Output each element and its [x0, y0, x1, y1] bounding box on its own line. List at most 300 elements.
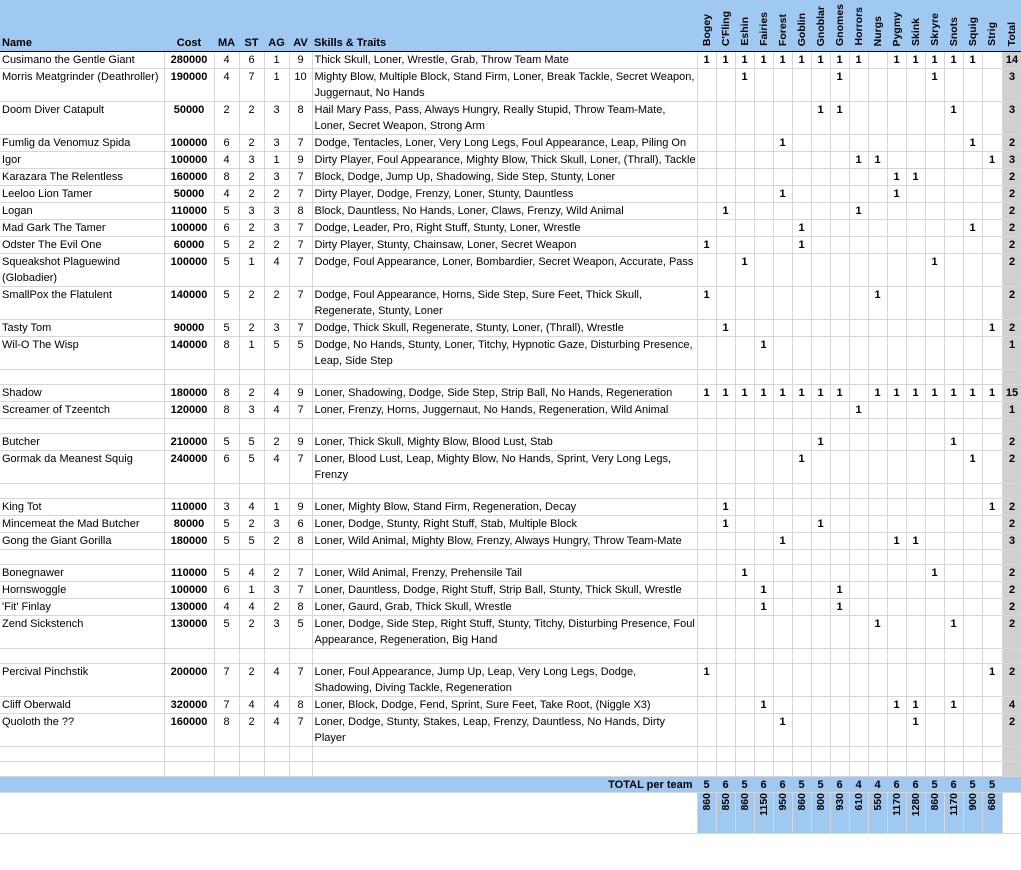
team-cell: 1: [887, 533, 906, 550]
team-cell: [887, 499, 906, 516]
header-team: [944, 0, 963, 52]
player-name: Butcher: [0, 434, 164, 451]
team-cell: [735, 169, 754, 186]
team-cell: 1: [906, 169, 925, 186]
team-cell: [944, 254, 963, 287]
team-cell: [792, 434, 811, 451]
player-skills: Loner, Block, Dodge, Fend, Sprint, Sure Feet, Take Root, (Niggle X3): [312, 697, 697, 714]
team-cell: [716, 533, 735, 550]
team-value-cell: [716, 793, 735, 834]
team-cell: [716, 451, 735, 484]
team-cell: [811, 664, 830, 697]
team-cell: [925, 237, 944, 254]
team-cell: [792, 152, 811, 169]
player-av: 9: [289, 499, 312, 516]
team-cell: 1: [925, 52, 944, 69]
header-row: [0, 0, 1021, 52]
player-ma: 8: [214, 169, 239, 186]
player-ma: 2: [214, 102, 239, 135]
player-total: 2: [1002, 135, 1021, 152]
team-cell: [849, 135, 868, 152]
team-cell: [735, 320, 754, 337]
player-total: 2: [1002, 499, 1021, 516]
team-cell: [906, 337, 925, 370]
team-cell: [830, 616, 849, 649]
team-cell: [963, 186, 982, 203]
team-cell: 1: [830, 385, 849, 402]
team-cell: [868, 499, 887, 516]
team-cell: [963, 714, 982, 747]
team-cell: [849, 237, 868, 254]
team-cell: [830, 254, 849, 287]
team-cell: [906, 582, 925, 599]
player-av: 9: [289, 52, 312, 69]
team-cell: 1: [735, 385, 754, 402]
team-cell: [716, 582, 735, 599]
team-cell: [811, 337, 830, 370]
player-cost: 130000: [164, 599, 214, 616]
team-cell: 1: [754, 385, 773, 402]
header-team-label: Eshin: [738, 17, 751, 46]
team-count: 4: [849, 777, 868, 793]
player-av: 7: [289, 664, 312, 697]
team-cell: [868, 533, 887, 550]
team-cell: [963, 616, 982, 649]
player-st: 1: [239, 254, 264, 287]
player-ag: 4: [264, 385, 289, 402]
team-cell: [811, 254, 830, 287]
team-cell: [906, 203, 925, 220]
header-team: [849, 0, 868, 52]
team-cell: [735, 203, 754, 220]
player-name: King Tot: [0, 499, 164, 516]
team-cell: 1: [697, 287, 716, 320]
team-cell: 1: [773, 52, 792, 69]
team-count: 4: [868, 777, 887, 793]
header-team-label: Gnomes: [833, 3, 846, 46]
team-count: 6: [887, 777, 906, 793]
team-cell: 1: [944, 385, 963, 402]
team-cell: [944, 402, 963, 419]
player-name: Shadow: [0, 385, 164, 402]
team-cell: [716, 220, 735, 237]
player-ma: 5: [214, 516, 239, 533]
team-cell: 1: [716, 499, 735, 516]
team-cell: [849, 287, 868, 320]
team-cell: [830, 203, 849, 220]
player-total: 2: [1002, 451, 1021, 484]
player-st: 2: [239, 220, 264, 237]
team-cell: [735, 451, 754, 484]
team-cell: [944, 599, 963, 616]
team-cell: [792, 664, 811, 697]
team-cell: [735, 287, 754, 320]
team-cell: [868, 599, 887, 616]
player-skills: Dirty Player, Dodge, Frenzy, Loner, Stunty, Dauntless: [312, 186, 697, 203]
player-total: 2: [1002, 516, 1021, 533]
team-cell: 1: [754, 599, 773, 616]
team-cell: [906, 402, 925, 419]
team-cell: [716, 697, 735, 714]
team-cell: [735, 664, 754, 697]
player-cost: 140000: [164, 287, 214, 320]
team-cell: [830, 697, 849, 714]
header-team-label: Strig: [986, 22, 998, 46]
player-ma: 5: [214, 565, 239, 582]
player-skills: Loner, Frenzy, Horns, Juggernaut, No Hands, Regeneration, Wild Animal: [312, 402, 697, 419]
team-cell: [906, 254, 925, 287]
team-cell: [887, 402, 906, 419]
player-ag: 2: [264, 533, 289, 550]
team-cell: [982, 52, 1002, 69]
team-value-cell: [792, 793, 811, 834]
team-cell: [963, 516, 982, 533]
team-cell: 1: [754, 582, 773, 599]
team-cell: 1: [868, 287, 887, 320]
table-row: [0, 287, 1021, 320]
team-cell: [697, 102, 716, 135]
team-cell: 1: [982, 152, 1002, 169]
player-cost: 100000: [164, 135, 214, 152]
team-cell: 1: [982, 320, 1002, 337]
team-cell: [697, 69, 716, 102]
team-cell: [697, 499, 716, 516]
player-st: 2: [239, 714, 264, 747]
player-st: 3: [239, 402, 264, 419]
player-total: 2: [1002, 169, 1021, 186]
team-cell: [697, 533, 716, 550]
player-cost: 280000: [164, 52, 214, 69]
header-av: AV: [289, 0, 312, 52]
team-cell: [925, 220, 944, 237]
player-st: 2: [239, 320, 264, 337]
player-total: 14: [1002, 52, 1021, 69]
spacer-row: [0, 370, 1021, 385]
team-cell: [887, 135, 906, 152]
team-cell: [963, 287, 982, 320]
team-cell: [925, 599, 944, 616]
team-cell: [868, 714, 887, 747]
team-cell: [925, 533, 944, 550]
team-value: 860: [738, 793, 751, 811]
team-value-cell: [754, 793, 773, 834]
player-skills: Loner, Mighty Blow, Stand Firm, Regeneration, Decay: [312, 499, 697, 516]
team-cell: [792, 169, 811, 186]
player-av: 7: [289, 254, 312, 287]
team-value: 610: [852, 793, 865, 811]
player-skills: Dodge, Foul Appearance, Horns, Side Step, Sure Feet, Thick Skull, Regenerate, Stunty, Loner: [312, 287, 697, 320]
player-cost: 180000: [164, 385, 214, 402]
player-skills: Block, Dauntless, No Hands, Loner, Claws, Frenzy, Wild Animal: [312, 203, 697, 220]
team-cell: [773, 237, 792, 254]
player-ma: 8: [214, 714, 239, 747]
team-cell: [735, 516, 754, 533]
team-cell: 1: [830, 582, 849, 599]
team-cell: [792, 582, 811, 599]
team-cell: 1: [735, 565, 754, 582]
team-cell: [792, 533, 811, 550]
team-cell: [887, 582, 906, 599]
team-cell: [792, 320, 811, 337]
team-cell: [982, 714, 1002, 747]
team-cell: [906, 237, 925, 254]
header-name: Name: [0, 0, 164, 52]
player-total: 3: [1002, 102, 1021, 135]
team-cell: [925, 499, 944, 516]
team-cell: [982, 102, 1002, 135]
player-st: 5: [239, 533, 264, 550]
team-cell: [982, 516, 1002, 533]
team-cell: [925, 714, 944, 747]
team-cell: [811, 135, 830, 152]
team-cell: [716, 337, 735, 370]
team-cell: 1: [982, 499, 1002, 516]
team-cell: [925, 102, 944, 135]
team-cell: [716, 186, 735, 203]
team-value-cell: [887, 793, 906, 834]
player-skills: Loner, Dodge, Stunty, Right Stuff, Stab, Multiple Block: [312, 516, 697, 533]
header-team: [982, 0, 1002, 52]
team-cell: [716, 434, 735, 451]
team-cell: [716, 616, 735, 649]
team-cell: [697, 186, 716, 203]
table-row: [0, 533, 1021, 550]
team-cell: [887, 69, 906, 102]
footer-count-row: [0, 777, 1021, 793]
team-value: 850: [719, 793, 732, 811]
table-row: [0, 237, 1021, 254]
team-cell: [982, 434, 1002, 451]
player-total: 3: [1002, 152, 1021, 169]
team-cell: [811, 152, 830, 169]
team-cell: [830, 320, 849, 337]
team-cell: 1: [773, 533, 792, 550]
header-team: [792, 0, 811, 52]
team-cell: [887, 254, 906, 287]
team-cell: [735, 697, 754, 714]
header-team: [830, 0, 849, 52]
team-cell: [773, 565, 792, 582]
team-cell: [716, 402, 735, 419]
team-cell: [944, 320, 963, 337]
player-av: 7: [289, 186, 312, 203]
team-cell: 1: [925, 254, 944, 287]
team-cell: [773, 616, 792, 649]
player-ag: 1: [264, 152, 289, 169]
team-value-cell: [830, 793, 849, 834]
team-cell: 1: [811, 52, 830, 69]
header-team-label: Snots: [947, 16, 960, 46]
team-cell: [697, 434, 716, 451]
table-footer: [0, 777, 1021, 834]
team-cell: [830, 220, 849, 237]
player-total: 2: [1002, 186, 1021, 203]
team-cell: [754, 69, 773, 102]
spacer-row: [0, 419, 1021, 434]
team-cell: 1: [792, 220, 811, 237]
team-cell: [792, 69, 811, 102]
team-count: 5: [697, 777, 716, 793]
player-av: 7: [289, 451, 312, 484]
table-row: [0, 385, 1021, 402]
player-st: 4: [239, 697, 264, 714]
player-st: 2: [239, 169, 264, 186]
team-cell: [754, 533, 773, 550]
player-name: Igor: [0, 152, 164, 169]
player-ma: 5: [214, 434, 239, 451]
team-value-cell: [773, 793, 792, 834]
header-st: ST: [239, 0, 264, 52]
team-cell: [697, 599, 716, 616]
team-cell: [982, 337, 1002, 370]
header-ma: MA: [214, 0, 239, 52]
team-cell: [925, 582, 944, 599]
player-ma: 5: [214, 616, 239, 649]
team-cell: [697, 616, 716, 649]
player-name: Percival Pinchstik: [0, 664, 164, 697]
table-row: [0, 52, 1021, 69]
team-cell: 1: [754, 52, 773, 69]
team-cell: [868, 254, 887, 287]
team-cell: [697, 320, 716, 337]
team-cell: [811, 287, 830, 320]
table-row: [0, 616, 1021, 649]
player-skills: Loner, Gaurd, Grab, Thick Skull, Wrestle: [312, 599, 697, 616]
team-cell: [811, 186, 830, 203]
player-av: 8: [289, 102, 312, 135]
team-cell: [735, 582, 754, 599]
header-team-label: Gnoblar: [814, 5, 827, 46]
team-cell: [697, 565, 716, 582]
team-cell: [906, 451, 925, 484]
player-ag: 4: [264, 451, 289, 484]
team-cell: 1: [773, 714, 792, 747]
team-cell: [697, 451, 716, 484]
team-cell: [925, 664, 944, 697]
team-cell: [925, 287, 944, 320]
team-cell: [811, 533, 830, 550]
table-row: [0, 169, 1021, 186]
player-cost: 90000: [164, 320, 214, 337]
player-ma: 7: [214, 697, 239, 714]
table-row: [0, 664, 1021, 697]
player-skills: Thick Skull, Loner, Wrestle, Grab, Throw Team Mate: [312, 52, 697, 69]
table-row: [0, 565, 1021, 582]
player-ma: 5: [214, 254, 239, 287]
player-cost: 100000: [164, 254, 214, 287]
team-cell: [716, 664, 735, 697]
team-cell: [906, 499, 925, 516]
team-cell: [773, 220, 792, 237]
team-cell: [868, 237, 887, 254]
team-cell: 1: [925, 385, 944, 402]
team-cell: 1: [887, 385, 906, 402]
team-cell: [735, 237, 754, 254]
team-cell: [792, 599, 811, 616]
team-cell: [773, 169, 792, 186]
player-cost: 60000: [164, 237, 214, 254]
team-cell: 1: [697, 237, 716, 254]
team-cell: [830, 402, 849, 419]
team-cell: [849, 516, 868, 533]
player-total: 2: [1002, 664, 1021, 697]
team-cell: [697, 135, 716, 152]
team-cell: [982, 582, 1002, 599]
player-ma: 5: [214, 320, 239, 337]
team-cell: [849, 69, 868, 102]
team-cell: [982, 697, 1002, 714]
team-cell: [963, 169, 982, 186]
player-ma: 6: [214, 135, 239, 152]
player-cost: 210000: [164, 434, 214, 451]
team-cell: [697, 516, 716, 533]
player-skills: Dodge, No Hands, Stunty, Loner, Titchy, Hypnotic Gaze, Disturbing Presence, Leap, Side Step: [312, 337, 697, 370]
team-cell: [716, 599, 735, 616]
team-cell: 1: [887, 52, 906, 69]
team-cell: [830, 337, 849, 370]
team-cell: [773, 254, 792, 287]
team-cell: [754, 714, 773, 747]
team-cell: 1: [792, 385, 811, 402]
team-cell: [963, 499, 982, 516]
header-team: [735, 0, 754, 52]
player-ma: 6: [214, 220, 239, 237]
team-cell: 1: [716, 320, 735, 337]
team-count: 6: [754, 777, 773, 793]
team-cell: 1: [830, 599, 849, 616]
table-row: [0, 697, 1021, 714]
team-cell: [773, 664, 792, 697]
player-total: 4: [1002, 697, 1021, 714]
team-value: 1170: [947, 793, 960, 816]
team-cell: [868, 135, 887, 152]
player-ag: 1: [264, 69, 289, 102]
team-cell: [963, 152, 982, 169]
team-cell: [887, 714, 906, 747]
team-cell: [906, 102, 925, 135]
team-cell: [754, 237, 773, 254]
header-team: [887, 0, 906, 52]
player-ma: 6: [214, 582, 239, 599]
team-cell: [792, 186, 811, 203]
team-value: 1280: [909, 793, 922, 817]
player-ag: 3: [264, 169, 289, 186]
player-st: 1: [239, 337, 264, 370]
player-total: 2: [1002, 220, 1021, 237]
team-cell: [735, 599, 754, 616]
player-st: 2: [239, 516, 264, 533]
player-skills: Loner, Wild Animal, Mighty Blow, Frenzy, Always Hungry, Throw Team-Mate: [312, 533, 697, 550]
player-name: SmallPox the Flatulent: [0, 287, 164, 320]
header-team: [963, 0, 982, 52]
team-cell: [868, 451, 887, 484]
team-cell: 1: [716, 516, 735, 533]
team-cell: [811, 320, 830, 337]
player-skills: Loner, Wild Animal, Frenzy, Prehensile Tail: [312, 565, 697, 582]
player-av: 8: [289, 697, 312, 714]
team-cell: [849, 533, 868, 550]
team-cell: [754, 664, 773, 697]
team-cell: [754, 499, 773, 516]
player-ma: 6: [214, 451, 239, 484]
header-total-label: Total: [1006, 21, 1018, 46]
team-value-cell: [868, 793, 887, 834]
table-row: [0, 599, 1021, 616]
team-cell: [944, 451, 963, 484]
team-cell: 1: [792, 451, 811, 484]
team-cell: [811, 220, 830, 237]
player-cost: 110000: [164, 203, 214, 220]
